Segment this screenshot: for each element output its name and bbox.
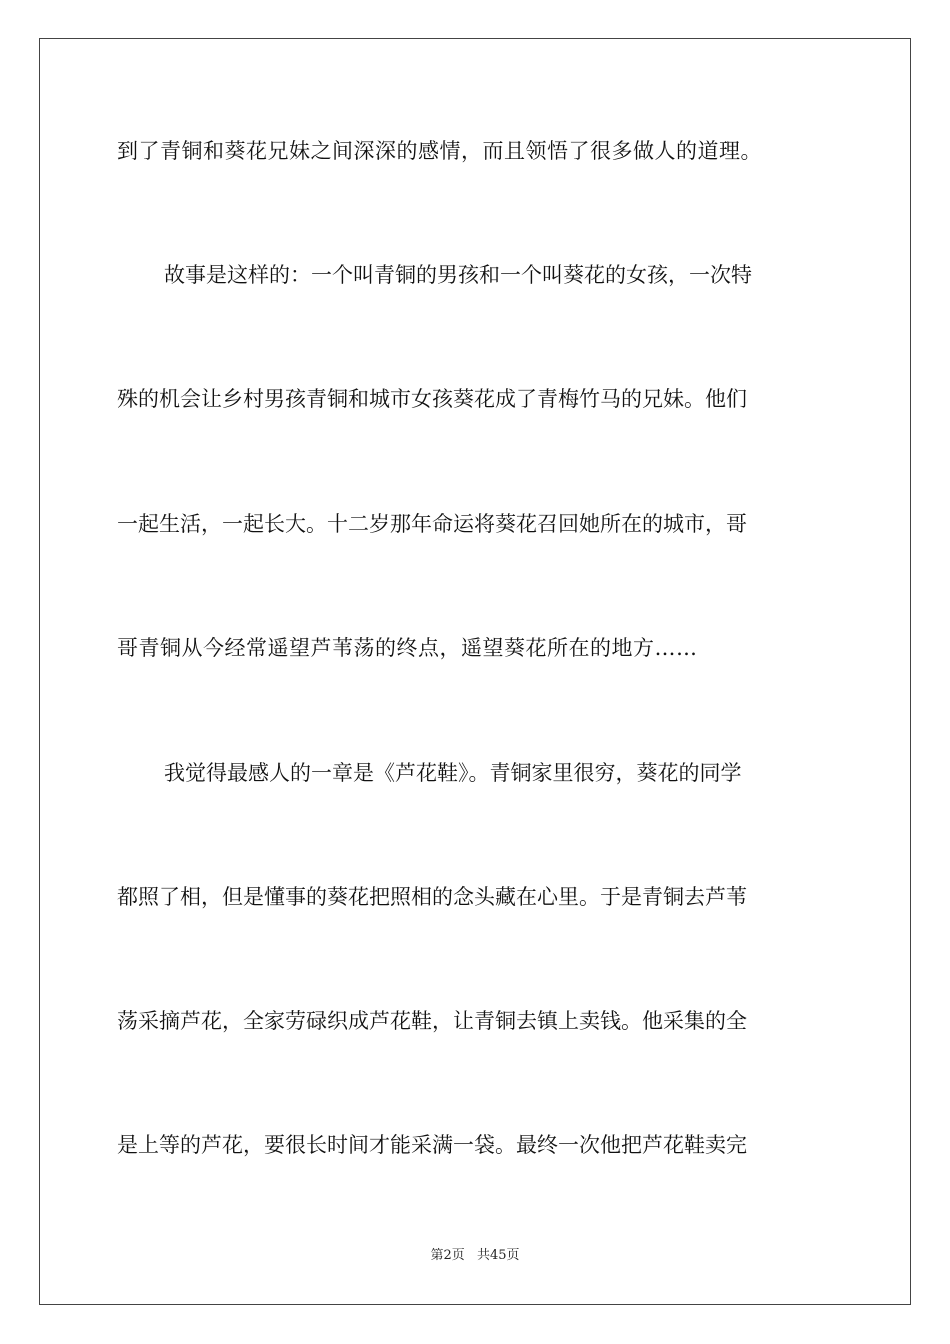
body-text-line: 都照了相，但是懂事的葵花把照相的念头藏在心里。于是青铜去芦苇 [117,885,747,909]
body-text-line: 是上等的芦花，要很长时间才能采满一袋。最终一次他把芦花鞋卖完 [117,1133,747,1157]
page-number: 第2页 [430,1248,465,1263]
page-border [39,38,911,1305]
page-total: 共45页 [476,1248,520,1263]
body-text-line: 荡采摘芦花，全家劳碌织成芦花鞋，让青铜去镇上卖钱。他采集的全 [117,1009,747,1033]
page-footer [0,1248,950,1264]
body-text-line: 我觉得最感人的一章是《芦花鞋》。青铜家里很穷，葵花的同学 [164,761,742,785]
body-text-line: 哥青铜从今经常遥望芦苇荡的终点，遥望葵花所在的地方…… [117,636,698,660]
body-text-line: 到了青铜和葵花兄妹之间深深的感情，而且领悟了很多做人的道理。 [117,139,762,163]
body-text-line: 一起生活，一起长大。十二岁那年命运将葵花召回她所在的城市，哥 [117,512,747,536]
body-text-line: 殊的机会让乡村男孩青铜和城市女孩葵花成了青梅竹马的兄妹。他们 [117,387,747,411]
body-text-line: 故事是这样的：一个叫青铜的男孩和一个叫葵花的女孩，一次特 [164,263,752,287]
